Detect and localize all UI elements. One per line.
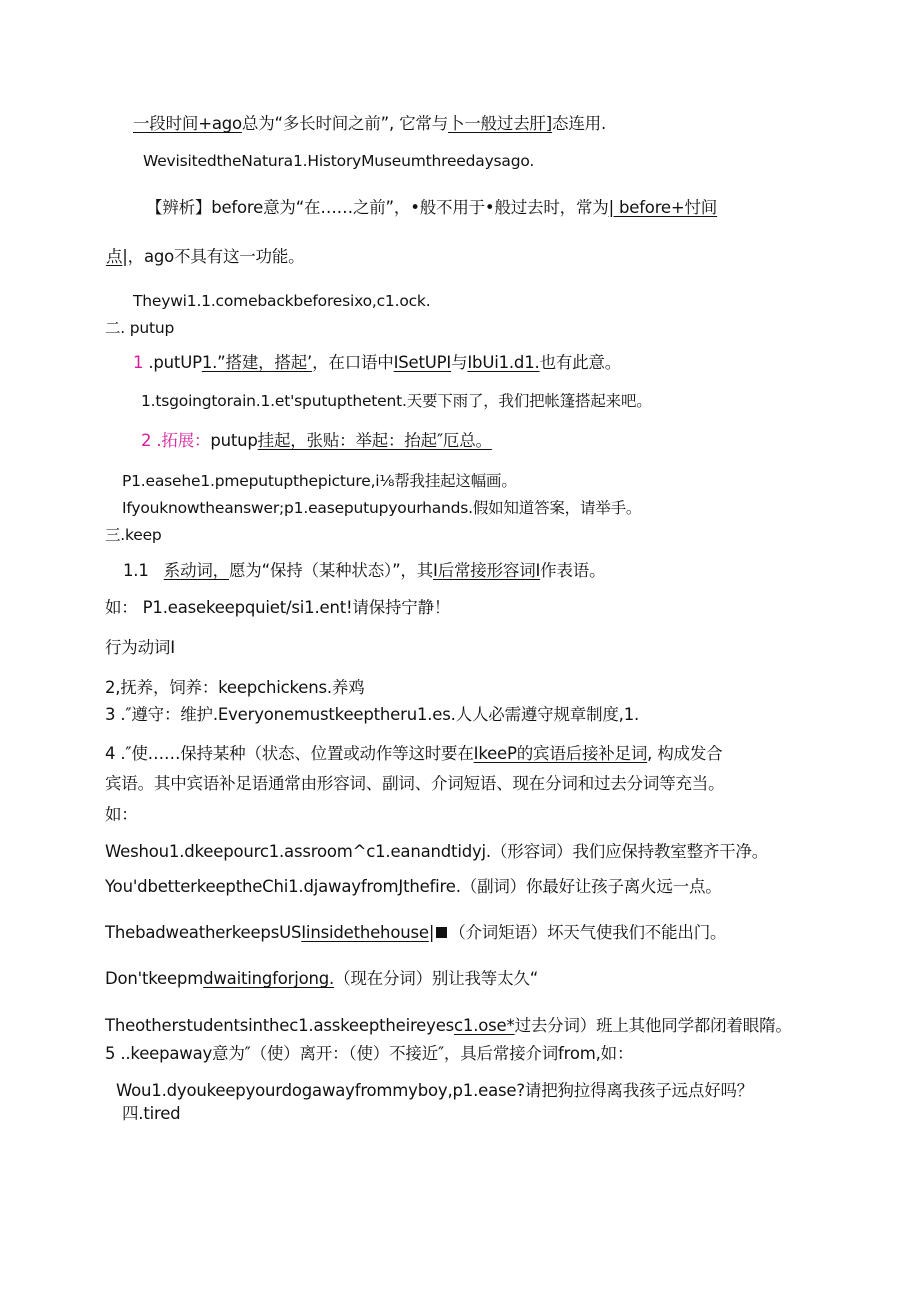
example-keep-adjective: Weshou1.dkeepourc1.assroom^c1.eanandtidyj.（形容词）我们应保持教室整齐干净。: [105, 842, 769, 861]
example-keep-quiet: 如： P1.easekeepquiet/si1.ent!请保持宁静！: [105, 598, 451, 617]
line-keep-complement: 4 .″使……保持某种（状态、位置或动作等这时要在IkeeP的宾语后接补足词, 构成发合: [105, 744, 723, 763]
example-before: Theywi1.1.comebackbeforesixo,c1.ock.: [133, 292, 431, 310]
example-ago: WevisitedtheNatura1.HistoryMuseumthreedaysago.: [143, 152, 535, 170]
example-keep-present-participle: Don'tkeepmdwaitingforjong.（现在分词）别让我等太久“: [105, 969, 539, 988]
black-square-icon: [436, 927, 447, 938]
example-keepaway: Wou1.dyoukeepyourdogawayfrommyboy,p1.ease?请把狗拉得离我孩子远点好吗？: [116, 1081, 754, 1100]
line-keep-obey: 3 .″遵守：维护.Everyonemustkeeptheru1.es.人人必需遵守规章制度,1.: [105, 705, 640, 724]
heading-putup: 二. putup: [105, 319, 175, 337]
line-keep-complement-cont: 宾语。其中宾语补足语通常由形容词、副词、介词短语、现在分词和过去分词等充当。: [105, 774, 725, 793]
line-keep-raise: 2,抚养，饲养：keepchickens.养鸡: [105, 678, 365, 697]
line-putup-extension: 2 .拓展：putup挂起，张贴：举起：抬起″厄总。: [141, 431, 492, 450]
line-keepaway: 5 ..keepaway意为″（使）离开：（使）不接近″，具后常接介词from,如：: [105, 1044, 634, 1063]
line-keep-link-verb: 1.1 系动词，愿为“保持（某种状态）”，其I后常接形容词I作表语。: [123, 561, 606, 580]
line-putup-meaning-1: 1 .putUP1.”搭建，搭起’，在口语中ISetUPI与IbUi1.d1.也有此意。: [133, 353, 622, 372]
example-keep-past-participle: Theotherstudentsinthec1.asskeeptheireyesc1.ose*过去分词）班上其他同学都闭着眼隋。: [105, 1016, 792, 1035]
example-keep-adverb: You'dbetterkeeptheChi1.djawayfromJthefire.（副词）你最好让孩子离火远一点。: [105, 877, 722, 896]
line-for-example: 如：: [105, 805, 138, 824]
heading-keep: 三.keep: [105, 526, 162, 544]
line-analysis-cont: 点|，ago不具有这一功能。: [106, 247, 305, 266]
example-keep-prep-phrase: ThebadweatherkeepsUSIinsidethehouse| （介词矩语）坏天气使我们不能出门。: [105, 923, 727, 942]
example-putup-picture: P1.easehe1.pmeputupthepicture,i⅛帮我挂起这幅画。: [122, 472, 517, 490]
heading-tired: 四.tired: [122, 1104, 181, 1123]
line-analysis-before: 【辨析】before意为“在……之前”，•般不用于•般过去时，常为| before+忖间: [146, 198, 718, 217]
example-putup-hands: Ifyouknowtheanswer;p1.easeputupyourhands.假如知道答案，请举手。: [122, 499, 642, 517]
line-action-verb: 行为动词I: [105, 638, 175, 657]
example-putup-tent: 1.tsgoingtorain.1.et'sputupthetent.天要下雨了，我们把帐篷搭起来吧。: [141, 392, 652, 410]
line-ago-definition: 一段时间+ago总为“多长时间之前”, 它常与卜一般过去肝]态连用.: [133, 114, 606, 133]
